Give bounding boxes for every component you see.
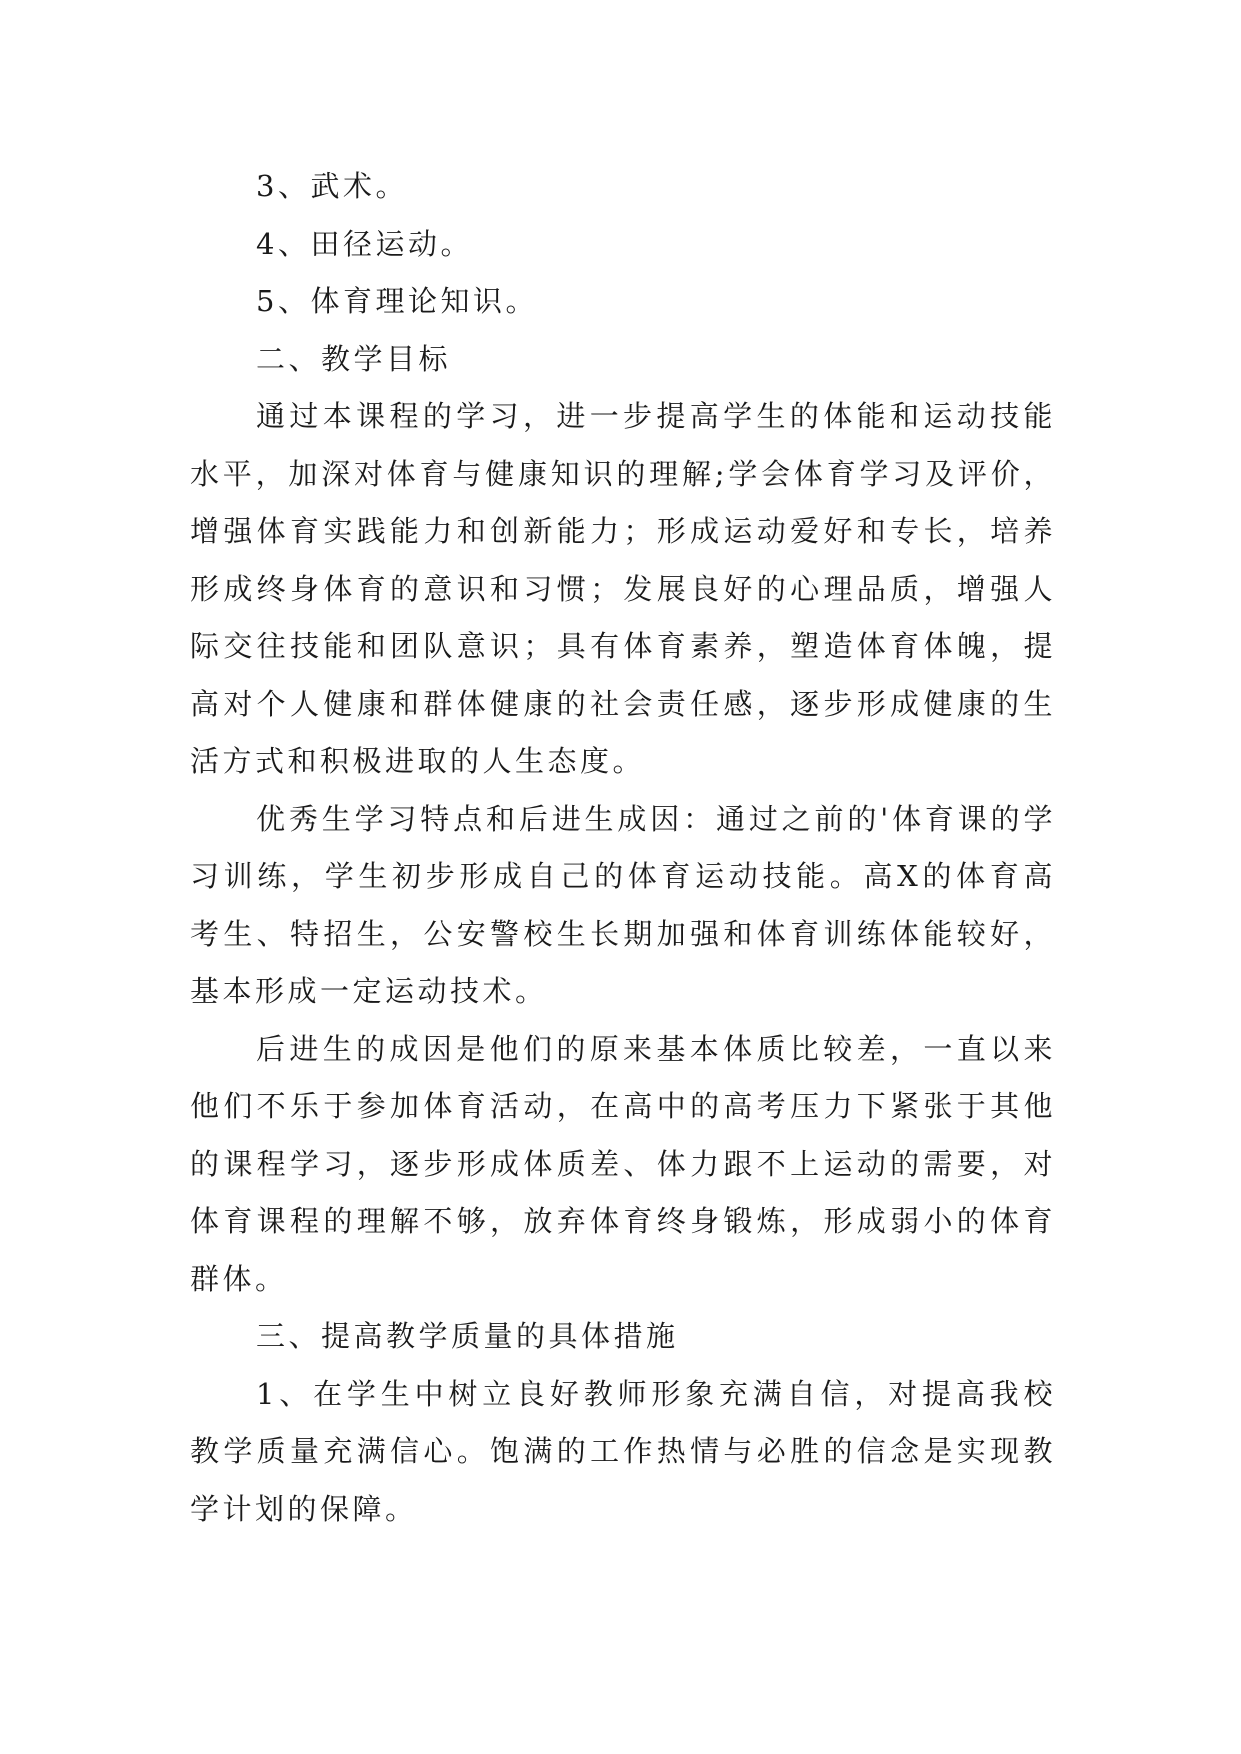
section-heading-teaching-goals: 二、教学目标 [256, 341, 452, 376]
document-body [190, 158, 1056, 1538]
paragraph-measure-1: 1、在学生中树立良好教师形象充满自信，对提高我校教学质量充满信心。饱满的工作热情与必胜的信念是实现教学计划的保障。 [190, 1376, 1056, 1526]
paragraph-teaching-goals: 通过本课程的学习，进一步提高学生的体能和运动技能水平，加深对体育与健康知识的理解;学会体育学习及评价，增强体育实践能力和创新能力；形成运动爱好和专长，培养形成终身体育的意识和习惯；发展良好的心理品质，增强人际交往技能和团队意识；具有体育素养，塑造体育体魄，提高对个人健康和群体健康的社会责任感，逐步形成健康的生活方式和积极进取的人生态度。 [190, 399, 1056, 778]
list-item-martial-arts: 3、武术。 [256, 169, 408, 203]
list-item-track-and-field: 4、田径运动。 [256, 226, 473, 261]
list-item-theory-knowledge: 5、体育理论知识。 [256, 284, 538, 318]
paragraph-lagging-students: 后进生的成因是他们的原来基本体质比较差，一直以来他们不乐于参加体育活动，在高中的高考压力下紧张于其他的课程学习，逐步形成体质差、体力跟不上运动的需要，对体育课程的理解不够，放弃体育终身锻炼，形成弱小的体育群体。 [190, 1031, 1056, 1296]
section-heading-measures: 三、提高教学质量的具体措施 [256, 1319, 679, 1353]
paragraph-top-students: 优秀生学习特点和后进生成因：通过之前的'体育课的学习训练，学生初步形成自己的体育运动技能。高X的体育高考生、特招生，公安警校生长期加强和体育训练体能较好，基本形成一定运动技术。 [190, 801, 1056, 1008]
